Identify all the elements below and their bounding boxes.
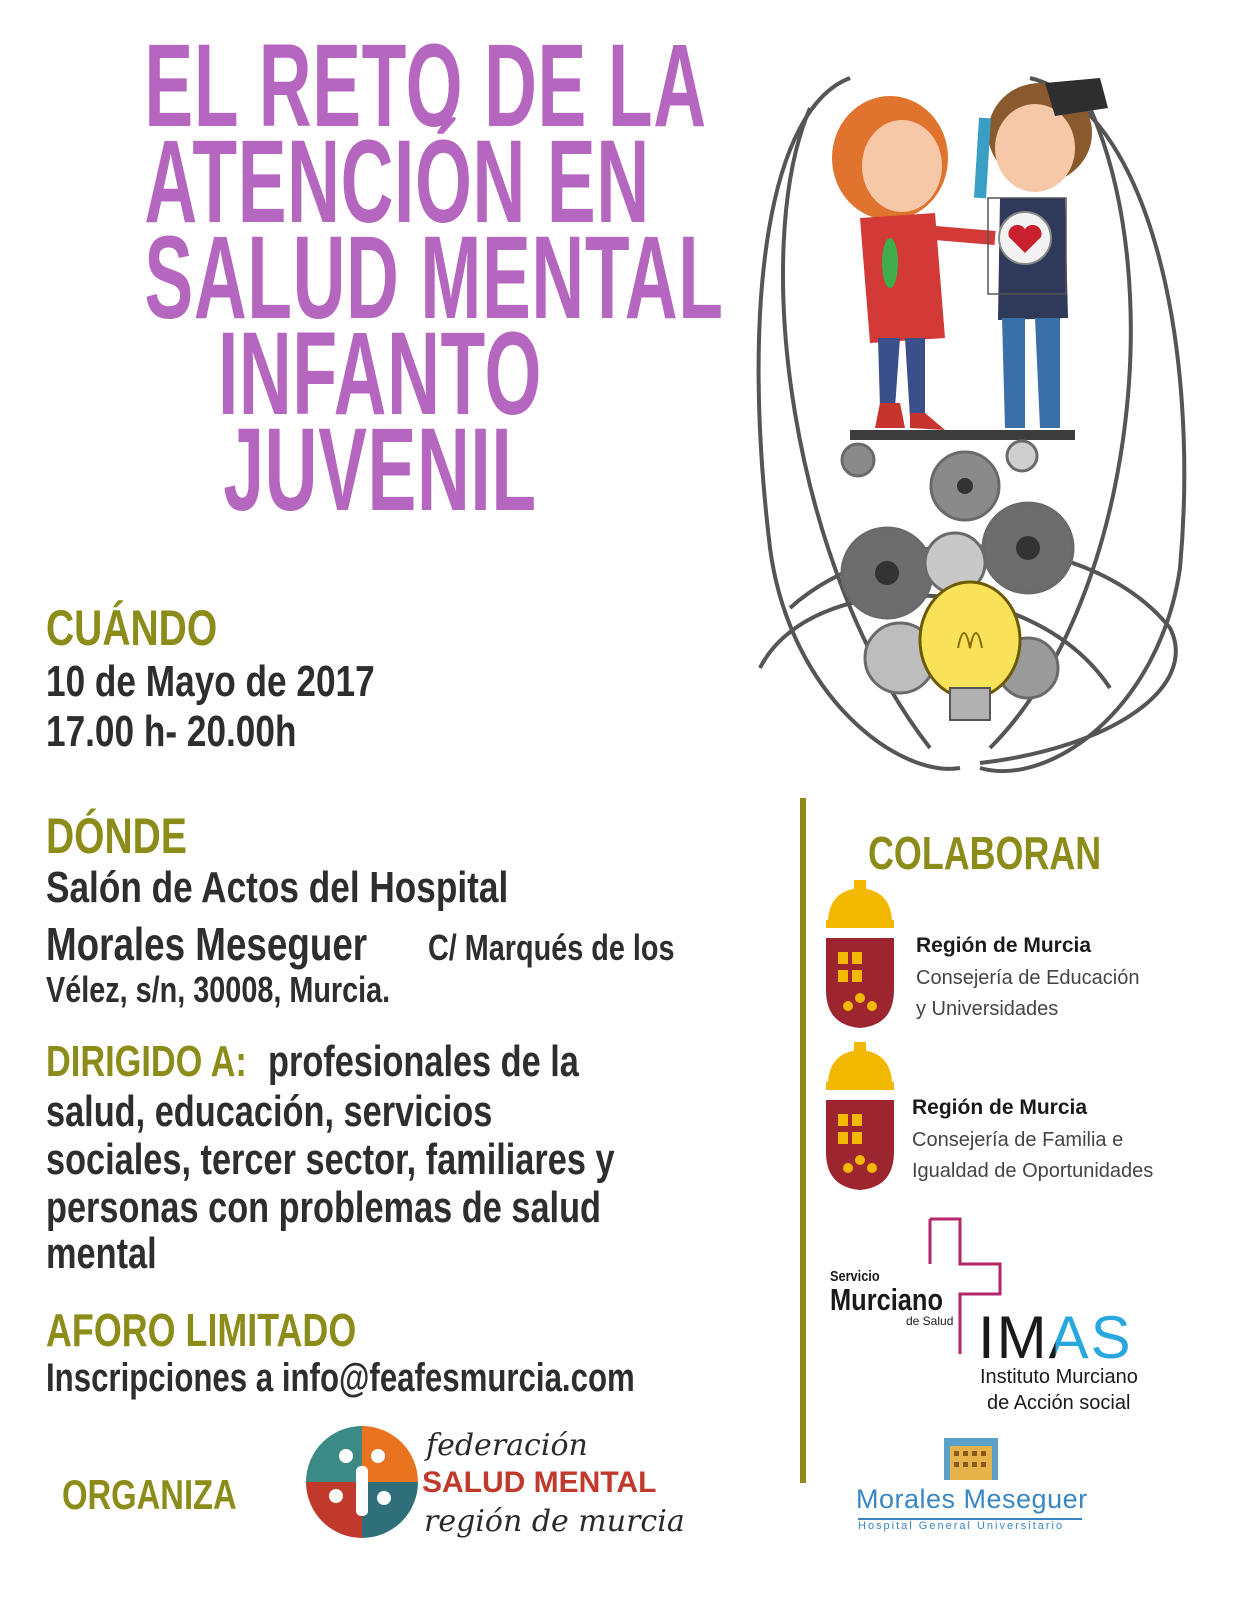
when-heading: CUÁNDO — [46, 600, 218, 656]
title-line-1: EL RETO DE LA — [144, 20, 707, 152]
event-date: 10 de Mayo de 2017 — [46, 657, 375, 706]
hospital-building-icon — [944, 1438, 998, 1480]
audience-line-3: sociales, tercer sector, familiares y — [46, 1135, 615, 1184]
audience-line-5: mental — [46, 1229, 157, 1278]
organizer-label: ORGANIZA — [62, 1471, 237, 1518]
logo1-line-2: y Universidades — [916, 998, 1059, 1020]
imas-logo — [978, 1306, 1133, 1370]
capacity-heading: AFORO LIMITADO — [46, 1304, 357, 1356]
venue-address-2: Vélez, s/n, 30008, Murcia. — [46, 969, 391, 1010]
federacion-logo-line-3: región de murcia — [424, 1504, 685, 1539]
event-time: 17.00 h- 20.00h — [46, 707, 297, 756]
venue-line-1: Salón de Actos del Hospital — [46, 863, 509, 912]
morales-meseguer-name: Morales Meseguer — [856, 1484, 1088, 1514]
federacion-logo-line-1: federación — [426, 1428, 588, 1463]
sms-line-3: de Salud — [906, 1314, 954, 1328]
vertical-divider — [800, 798, 806, 1483]
registration-text: Inscripciones a info@feafesmurcia.com — [46, 1356, 635, 1400]
illustration-children-gears-bulb — [730, 48, 1210, 793]
federacion-logo-line-2: SALUD MENTAL — [422, 1466, 657, 1499]
logo2-line-1: Consejería de Familia e — [912, 1129, 1124, 1151]
title-line-2: ATENCIÓN EN — [144, 116, 650, 248]
where-heading: DÓNDE — [46, 808, 187, 864]
federacion-logo-icon — [306, 1426, 418, 1538]
logo1-name: Región de Murcia — [916, 934, 1092, 957]
audience-line-1: profesionales de la — [268, 1037, 579, 1086]
title-line-5: JUVENIL — [223, 404, 537, 536]
morales-meseguer-sub: Hospital General Universitario — [858, 1520, 1065, 1532]
logo1-line-1: Consejería de Educación — [916, 967, 1140, 989]
logo2-line-2: Igualdad de Oportunidades — [912, 1160, 1154, 1182]
sms-line-2: Murciano — [830, 1282, 943, 1317]
venue-line-2: Morales Meseguer — [46, 918, 368, 970]
event-title — [0, 20, 760, 536]
imas-line-2: de Acción social — [987, 1392, 1131, 1414]
imas-acronym: IMAS — [978, 1304, 1133, 1371]
title-line-4: INFANTO — [217, 308, 543, 440]
audience-heading: DIRIGIDO A: — [46, 1037, 247, 1086]
logo2-name: Región de Murcia — [912, 1096, 1088, 1119]
venue-address-1: C/ Marqués de los — [428, 927, 675, 968]
audience-line-4: personas con problemas de salud — [46, 1183, 602, 1232]
audience-line-2: salud, educación, servicios — [46, 1087, 493, 1136]
imas-line-1: Instituto Murciano — [980, 1366, 1138, 1388]
region-murcia-crest-icon — [820, 880, 900, 1030]
collaborators-heading: COLABORAN — [868, 827, 1102, 879]
title-line-3: SALUD MENTAL — [144, 212, 724, 344]
region-murcia-crest-icon-2 — [820, 1042, 900, 1192]
sms-line-1: Servicio — [830, 1268, 880, 1285]
